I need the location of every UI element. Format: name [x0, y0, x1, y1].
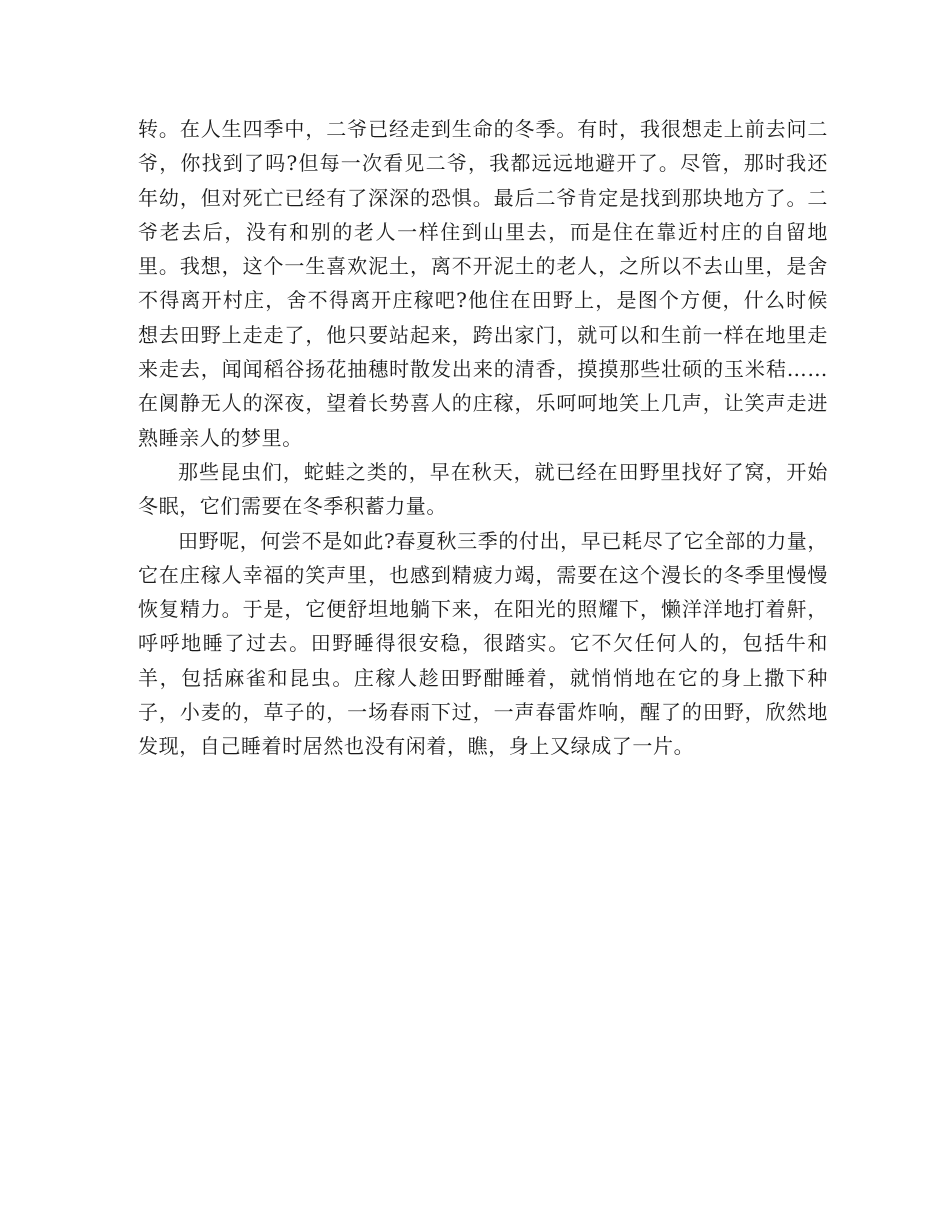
article-body: [138, 112, 828, 764]
paragraph-insects: 那些昆虫们，蛇蛙之类的，早在秋天，就已经在田野里找好了窝，开始冬眠，它们需要在冬季积蓄力量。: [138, 459, 828, 519]
paragraph-fields: 田野呢，何尝不是如此?春夏秋三季的付出，早已耗尽了它全部的力量，它在庄稼人幸福的笑声里，也感到精疲力竭，需要在这个漫长的冬季里慢慢恢复精力。于是，它便舒坦地躺下来，在阳光的照耀下，懒洋洋地打着鼾，呼呼地睡了过去。田野睡得很安稳，很踏实。它不欠任何人的，包括牛和羊，包括麻雀和昆虫。庄稼人趁田野酣睡着，就悄悄地在它的身上撒下种子，小麦的，草子的，一场春雨下过，一声春雷炸响，醒了的田野，欣然地发现，自己睡着时居然也没有闲着，瞧，身上又绿成了一片。: [138, 528, 828, 759]
paragraph-continuation: 转。在人生四季中，二爷已经走到生命的冬季。有时，我很想走上前去问二爷，你找到了吗?但每一次看见二爷，我都远远地避开了。尽管，那时我还年幼，但对死亡已经有了深深的恐惧。最后二爷肯定是找到那块地方了。二爷老去后，没有和别的老人一样住到山里去，而是住在靠近村庄的自留地里。我想，这个一生喜欢泥土，离不开泥土的老人，之所以不去山里，是舍不得离开村庄，舍不得离开庄稼吧?他住在田野上，是图个方便，什么时候想去田野上走走了，他只要站起来，跨出家门，就可以和生前一样在地里走来走去，闻闻稻谷扬花抽穗时散发出来的清香，摸摸那些壮硕的玉米秸……在阒静无人的深夜，望着长势喜人的庄稼，乐呵呵地笑上几声，让笑声走进熟睡亲人的梦里。: [138, 117, 828, 450]
